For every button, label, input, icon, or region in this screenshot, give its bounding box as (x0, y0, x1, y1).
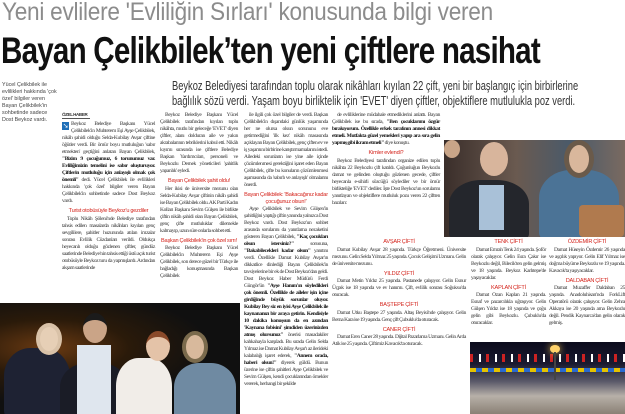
couples-column-1 (332, 236, 466, 348)
section-tag: ÖZEL HABER (62, 112, 90, 119)
couple-title: YILDIZ ÇİFTİ (383, 270, 415, 277)
couple-text: Damat Metin Yıldız 25 yaşında. Pastanede çalışıyor. Gelin Esnur Üçpık ise 18 yaşında ve ev hanımı. Çift, evlilik sonrası Soğuksu'da oturacak. (332, 278, 466, 298)
quote: "Bizim 9 çocuğumuz, 6 torunumuz var. Evliliğimizin temelini ise sabır oluşturuyor. Çiftlerin mutluluğu için anlayışlı olmak çok önemli" (62, 156, 155, 183)
lead-line-1: Beykoz Belediyesi tarafından toplu olarak nikâhları kıyılan 22 çift, yeni bir başlangıç için birbirlerine (172, 79, 579, 93)
paragraph: ile ilgili çok özel bilgiler de verdi. Başkan Çelikbilek'in dışarıdaki günlük yaşamında her ne olursa olsun sorununu eve getirmediğini 'ilk kez' nikâh masasında açıklayan Bayan Çelikbilek, genç çiften ev ve iş yaşamını birbirine karıştırmamalarını istedi. Ailedeki sorunların ise yine aile içinde çözümlenmesi gerektiğini işaret eden Bayan Çelikbilek, çifte bu konuların çözümlenmesi aşamasında da 'sabırlı ve anlayışlı' olmalarını önerdi. (244, 112, 328, 188)
paragraph: Beykoz Belediye Başkanı Yücel Çelikbilek tarafından kıyılan toplu nikâhta, mutlu bir geleceğe 'EVET' diyen çiftler, alanı dolduran aile ve yakın akrabalarının tebriklerini kabul etti. Nikâh kıyımı sırasında ise çiftlere Belediye Başkan Yardımcıları, personeli ve Beykozlu Dernek yöneticileri 'şahitlik yapanlık' eyledi. (160, 112, 238, 174)
side-caption: Yücel Çelikbilek ile evlilikleri hakkında 'çok özel' bilgiler veren Bayan Çelikbilek'in sohbetinde sadece Dost Beykoz vardı. (2, 82, 57, 124)
article-column-3 (244, 112, 328, 388)
couple-title: TENK ÇİFTİ (494, 239, 523, 245)
couples-column-2 (471, 236, 546, 327)
lead-line-2: bağlılık sözü verdi. Yaşam boyu birliktelik için 'EVET' diyen çiftler, objektiflere mutlulukla poz verdi. (172, 93, 576, 108)
quote: "Kaç çocukları olsun istersiniz?" (244, 234, 328, 247)
quote: "Annem orada, haberi olsun!" (244, 353, 328, 366)
subheading: Bayan Çelikbilek şahit oldu! (168, 178, 230, 184)
paragraph: Her ikisi de üniversite mezunu olan Selda-Kubilay Avşar çiftinin nikâh şahidi ise Bayan Çelikbilek oldu. AK Parti Kadın Kolları Başkanı Sevim Gülşen ile birlikte çiftin nikâh şahidi olan Bayan Çelikbilek, genç çifte mutluluklar dilemekle kalmayıp, uzun süre onlarla sohbet etti. (160, 185, 238, 234)
subheading: Başkan Çelikbilek'in çok özel sırrı! (161, 237, 237, 244)
couple-title: CANER ÇİFTİ (382, 326, 416, 333)
paragraph: önerisi masadakiler kahkahayla karşıladı. Bu sırada Gelin Selda Yılmaz ise Damat Kubilay Avşar'ı az ilerideki kalabalığı işaret ederek, (244, 332, 328, 359)
quote: "Bakabilecekleri kadar olsun" (244, 248, 311, 254)
couple-text: Damat Utku Baştepe 27 yaşında. Altaş Beyisi'nde çalışıyor. Gelin Berna Kara ise 19 yaşında. Genç çift Çubuklu'da oturacak. (332, 309, 466, 323)
paragraph: yanıtını verdi. Özellikle Damat Kubilay Avşar'ın dikkatlice dinlediği Bayan Çelikbilek'in tavsiyelerine bir ek de Dost Beykoz'dan geldi. Dost Beykoz Haber Müdürü Ferdi Güngör'ün (244, 248, 328, 289)
crowd-photo (470, 342, 625, 414)
wedding-couple-photo (0, 303, 240, 414)
couple-title: DALDABAN ÇİFTİ (565, 277, 609, 284)
couple-text: Damat Emrah Tenk 24 yaşında. Şoför olarak çalışıyor. Gelin Esra Çakır ise Beykozlu değil, Bilecik'ten gelin gelmiş ve 18 yaşında. Beykoz Karlıtepe'de yaşayacaklar. (471, 246, 546, 281)
article-column-1 (62, 112, 155, 272)
couple-title: KAPLAN ÇİFTİ (491, 284, 526, 291)
paragraph: Toplu Nikâh Şöleni'nde Belediye tarafından tahsis edilen masalarda nikâhları kıyılan genç sevgililere, şahitler huzurunda atılan imzalar sonrası Evlilik Cüzdanları verildi. Oldukça heyecanlı olduğu gözlenen çiftler, gündüz saatlerinde Belediye'nin tahsis ettiği üstü açık turist otobüsüyle Beykoz turu da yapmışlardı. Ardından akşam saatlerinde (62, 215, 155, 271)
couple-text: Damat Eren Caner 28 yaşında. Dijital Pazarlama Uzmanı. Gelin Arda Atik ise 25 yaşında. Çiftimiz Kavacık'ta oturacak. (332, 334, 466, 347)
couples-column-3 (549, 236, 625, 327)
paragraph: Beykoz Belediyesi tarafından organize edilen toplu nikâhta 22 Beykozlu çift katıldı. Çoğunluğun Beykozlu damat ve gelinden oluştuğu gözlenen gecede, çiftler heyecanla e-sihirli sözcüğü söylediler ve bir ömür birlikteliğe 'EVET' dediler. İşte Dost Beykoz'un sorularını yanıtlayan ve objektiflere mutluluk pozu veren 22 çiftten bazıları: (332, 157, 440, 206)
subheading: Bayan Çelikbilek: 'Bakacağınız kadar çocuğunuz olsun!' (244, 192, 328, 205)
paragraph: de evliliklerine müdahale etmediklerini anlattı. Bayan Çelikbilek ise bu sırada, (332, 112, 440, 125)
arrow-icon: ➘ (62, 122, 69, 130)
paragraph: dedi. Yücel Çelikbilek ile evlilikleri hakkında 'çok özel' bilgiler veren Bayan Çelikbilek'in sohbetinde sadece Dost Beykoz vardı. (62, 177, 155, 204)
headline: Bayan Çelikbilek’ten yeni çiftlere nasihat (1, 30, 540, 71)
couple-text: Damat Kubilay Avşar 28 yaşında. Türkçe Öğretmeni. Üniversite mezunu. Gelin Selda Yılmaz 25 yaşında. Çocuk Gelişimi Uzmanı. Gelin de üniversite mezunu. (332, 246, 466, 267)
paragraph: diye konuştu. (384, 140, 410, 146)
paragraph: diyerek güldü. Bunun üzerine ise çiftin şahitleri Ayşe Çelikbilek ve Sevim Gülşen, kendi çocuklarından örnekler vererek, herhangi bir şekilde (244, 360, 329, 387)
couple-title: AVŞAR ÇİFTİ (383, 239, 415, 245)
couple-text: Damat Ozan Kaplan 21 yaşında. Esnaf ve pazarcılıkla uğraşıyor. Gelin Gülşen Yıldız ise 18 yaşında ve çoğu gelin gibi Beykozlu. Çubuklu'da oturacaklar. (471, 292, 546, 326)
mayor-and-wife-photo (444, 140, 625, 237)
paragraph: Ayşe Çelikbilek ve Sevim Gülşen'in şahitliğini yaptığı çiftin yanında yalnızca Dost Beykoz vardı. Dost Beykoz'un sohbet arasında sorularını da yanıtlama nezaketini gösteren Bayan Çelikbilek, (244, 206, 328, 240)
couple-text: Damat Muzaffer Daldaban 25 yaşında. Anadoluhisarı'nda ForkLift Operatörü olarak çalışıyor. Gelin Zehra Akkaya ise 20 yaşında ama Beykozlu değil. Pendik Kaynarca'dan gelin olarak gelmiş. (549, 285, 625, 326)
subheading: Turist otobüsüyle Beykoz'u gezdiler (68, 208, 149, 214)
paragraph: Beykoz Belediye Başkanı Yücel Çelikbilek'in Muhterem Eşi Ayşe Çelikbilek, son derece güzel bir Türkçe ile bağladığı konuşmasında Başkan Çelikbilek (160, 245, 238, 279)
couple-title: ÖZDEMİR ÇİFTİ (567, 239, 607, 245)
subheading: Kimler evlendi? (368, 150, 404, 156)
article-column-4 (332, 112, 440, 207)
supertitle: Yeni evlilere 'Evliliğin Sırları' konusunda bilgi veren (2, 0, 493, 26)
lead-paragraph (172, 79, 578, 108)
article-column-2 (160, 112, 238, 280)
couple-text: Damat Hüseyin Özdemir 26 yaşında ve aşçılık yapıyor. Gelin Elif Yılmaz ise doğma büyüme Beykozlu ve 19 yaşında. Kavacık'ta yaşıyacaklar. (549, 246, 625, 274)
couple-title: BAŞTEPE ÇİFTİ (379, 302, 419, 308)
quote: "Ben çocuklarımı özgür bırakıyorum. Özellikle erkek tarafının annesi dikkat etmeli. Mutfakta güzel yemekleri yapıp ara sıra gelin yapmış gibi ikram etmeli" (332, 119, 440, 146)
paragraph: Beykoz Belediye Başkanı Yücel Çelikbilek'in Muhterem Eşi Ayşe Çelikbilek, nikâh şahidi olduğu Selda-Kubilay Avşar çiftine öğütler verdi. Bir ömür boyu mutluluğun 'sabır etmekten' geçtiğini anlatan Bayan Çelikbilek, (62, 121, 155, 155)
quote: "Ayşe Hanım'ın söyledikleri çok önemli. Özellikle de aileler işin içine girdiğinde büyük sorunlar oluyor. Kubilay Bey siz en iyisi Ayşe Çelikbilek ile kaynananızı bir araya getirin. Kendisiyle 10 dakika konuşsun da en azından 'Kaynana fobisini' şimdiden üzerinizden atmış olursunuz" (244, 283, 328, 338)
paragraph: sorusuna, (310, 241, 328, 247)
